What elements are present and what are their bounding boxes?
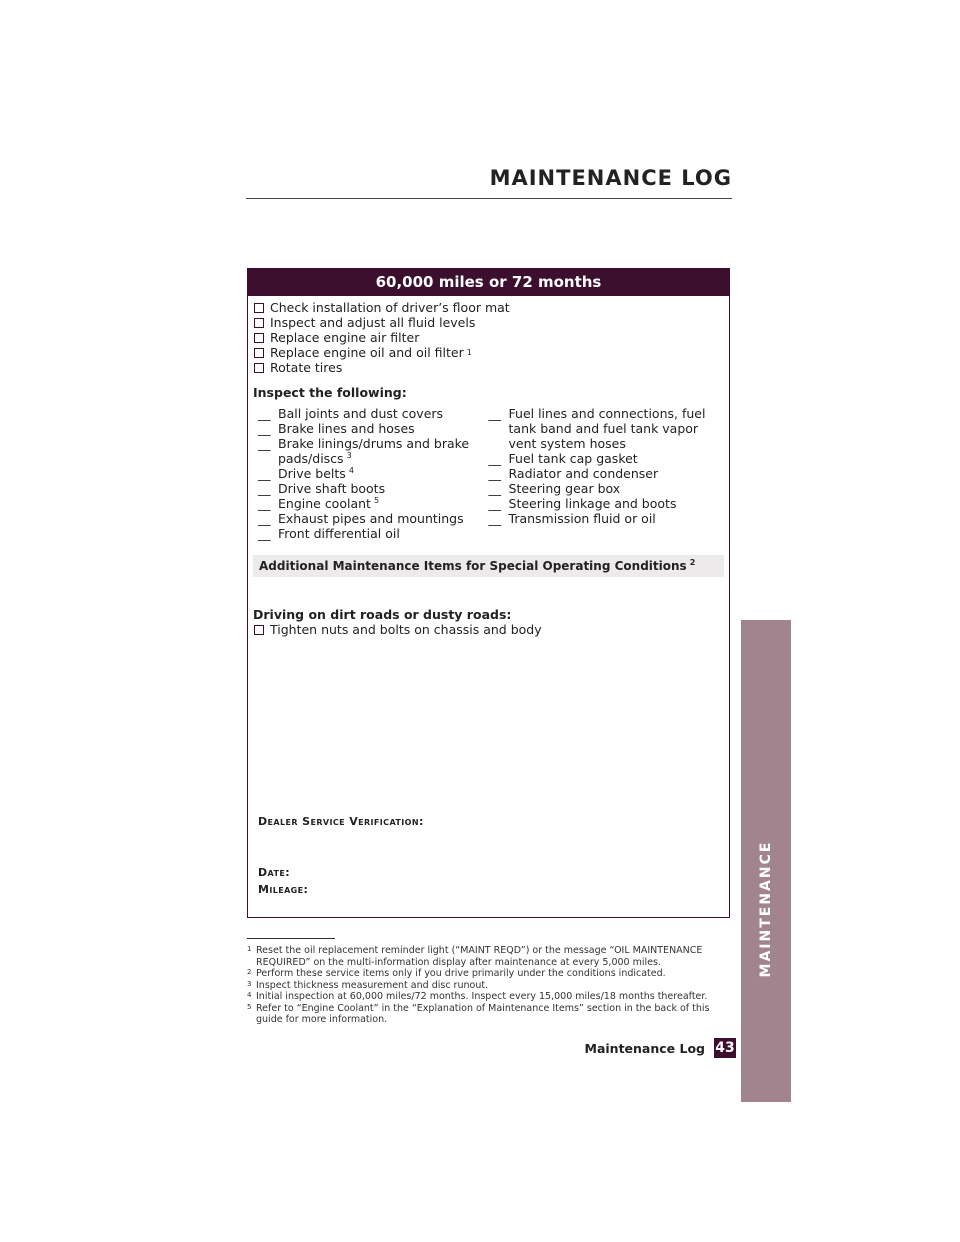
blank-line[interactable]: __	[258, 466, 271, 481]
page-number: 43	[715, 1040, 735, 1056]
footnote-ref: 2	[689, 558, 696, 567]
inspect-item: __ Exhaust pipes and mountings	[258, 511, 464, 526]
blank-line[interactable]: __	[258, 421, 271, 436]
interval-heading: 60,000 miles or 72 months	[248, 269, 729, 296]
special-conditions-heading: Additional Maintenance Items for Special Operating Conditions $^2$	[253, 555, 724, 577]
inspect-item: __ Steering gear box	[488, 481, 621, 496]
footnote: 4 Initial inspection at 60,000 miles/72 months. Inspect every 15,000 miles/18 months thereafter.	[247, 991, 708, 1002]
blank-line[interactable]: __	[258, 511, 271, 526]
inspect-item: __ Ball joints and dust covers	[258, 406, 444, 421]
blank-line[interactable]: __	[258, 526, 271, 541]
inspect-item: __ Radiator and condenser	[488, 466, 659, 481]
blank-line[interactable]: __	[488, 496, 502, 511]
blank-line[interactable]: __	[488, 511, 502, 526]
footnote-ref: 3	[346, 451, 352, 460]
inspect-item: __ Drive belts $^4$	[258, 466, 354, 481]
checkbox[interactable]	[254, 348, 264, 358]
checkbox[interactable]	[254, 318, 264, 328]
title-divider	[246, 198, 732, 199]
blank-line[interactable]: __	[488, 466, 502, 481]
inspect-item: __ Fuel tank cap gasket	[488, 451, 638, 466]
footnote: 1 Reset the oil replacement reminder light (“MAINT REQD”) or the message “OIL MAINTENANCE REQUIRED” on the multi-information display after maintenance at every 5,000 miles.	[247, 945, 703, 968]
task-item[interactable]	[254, 622, 729, 637]
task-label: Check installation of driver’s floor mat	[270, 300, 510, 315]
footnotes	[247, 945, 727, 1026]
inspect-item: __ Brake lines and hoses	[258, 421, 415, 436]
dealer-verification-label: Dealer Service Verification:	[258, 815, 424, 828]
task-item[interactable]	[254, 330, 729, 345]
task-item[interactable]	[254, 315, 729, 330]
inspect-item: __ Brake linings/drums and brake pads/discs $^3$	[258, 436, 470, 466]
task-label: Replace engine air filter	[270, 330, 420, 345]
inspect-item: __ Front differential oil	[258, 526, 400, 541]
footnote: 5 Refer to “Engine Coolant” in the “Explanation of Maintenance Items” section in the back of this guide for more information.	[247, 1002, 710, 1025]
blank-line[interactable]: __	[258, 496, 271, 511]
footer-section-name: Maintenance Log	[584, 1041, 705, 1056]
page-title: MAINTENANCE LOG	[489, 166, 732, 190]
section-tab[interactable]	[741, 620, 791, 1102]
section-tab-label: MAINTENANCE	[758, 840, 774, 978]
mileage-label: Mileage:	[258, 883, 309, 896]
checkbox[interactable]	[254, 625, 264, 635]
date-label: Date:	[258, 866, 291, 879]
inspect-item: __ Transmission fluid or oil	[488, 511, 656, 526]
inspect-left-column	[248, 406, 489, 541]
blank-line[interactable]: __	[258, 406, 271, 421]
checkbox[interactable]	[254, 303, 264, 313]
blank-line[interactable]: __	[488, 406, 502, 421]
footnote-divider	[247, 938, 335, 939]
task-list	[254, 300, 729, 375]
inspect-item: __ Engine coolant $^5$	[258, 496, 380, 511]
footnote-ref: 4	[348, 466, 354, 475]
inspect-item: __ Drive shaft boots	[258, 481, 386, 496]
blank-line[interactable]: __	[488, 481, 502, 496]
maintenance-log-box	[247, 268, 730, 918]
driving-conditions-heading: Driving on dirt roads or dusty roads:	[253, 607, 512, 622]
task-item[interactable]: Replace engine oil and oil filter 1	[254, 345, 729, 360]
footnote-ref: 5	[373, 496, 380, 505]
inspect-columns	[248, 406, 729, 541]
inspect-right-column	[489, 406, 729, 541]
footnote: 3 Inspect thickness measurement and disc runout.	[247, 979, 489, 991]
task-label: Rotate tires	[270, 360, 343, 375]
task-label: Inspect and adjust all fluid levels	[270, 315, 476, 330]
inspect-item: __ Fuel lines and connections, fuel tank band and fuel tank vapor vent system hoses	[488, 406, 706, 451]
task-label: Tighten nuts and bolts on chassis and body	[270, 622, 542, 637]
blank-line[interactable]: __	[258, 436, 271, 451]
task-item[interactable]	[254, 360, 729, 375]
checkbox[interactable]	[254, 333, 264, 343]
inspect-heading: Inspect the following:	[253, 385, 407, 400]
inspect-item: __ Steering linkage and boots	[488, 496, 677, 511]
task-label: Replace engine oil and oil filter	[270, 345, 464, 360]
footnote: 2 Perform these service items only if you drive primarily under the conditions indicated.	[247, 968, 666, 979]
checkbox[interactable]	[254, 363, 264, 373]
task-item[interactable]	[254, 300, 729, 315]
blank-line[interactable]: __	[258, 481, 271, 496]
driving-task-list	[254, 622, 729, 637]
blank-line[interactable]: __	[488, 451, 502, 466]
